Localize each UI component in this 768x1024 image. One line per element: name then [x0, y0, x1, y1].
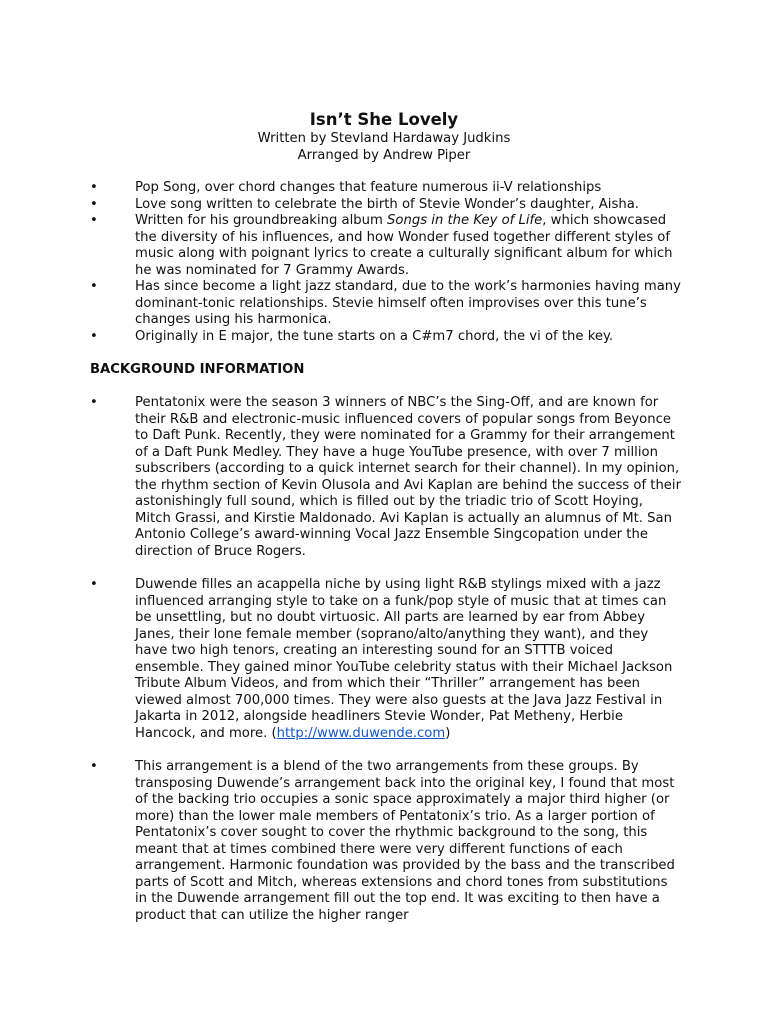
background-paragraph-duwende: [0, 577, 768, 742]
bullet-glyph: •: [90, 180, 98, 195]
intro-bullet-item: [0, 197, 768, 214]
intro-bullet-item: [0, 213, 768, 279]
bullet-glyph: •: [90, 279, 98, 295]
bullet-glyph: •: [90, 196, 98, 212]
bullet-glyph: •: [90, 395, 98, 410]
document-title: Isn’t She Lovely: [309, 110, 459, 129]
bullet-glyph: •: [90, 213, 98, 229]
intro-bullet-text-after: , which showcased the diversity of his influences, and how Wonder fused together different styles of music along with poignant lyrics to create a culturally significant album for which he was nominated for 7 Grammy Awards.: [135, 213, 673, 278]
background-paragraph-arrangement: [0, 759, 768, 924]
bullet-glyph: •: [90, 328, 98, 344]
background-paragraph-pentatonix: [0, 395, 768, 560]
bullet-glyph: •: [90, 759, 98, 774]
intro-bullet-item: [0, 329, 768, 346]
intro-bullet-text: Originally in E major, the tune starts on a C#m7 chord, the vi of the key.: [135, 328, 614, 344]
album-title-italic: Songs in the Key of Life: [387, 213, 543, 229]
intro-bullet-text: Has since become a light jazz standard, due to the work’s harmonies having many dominant-tonic relationships. Stevie himself often improvises over this tune’s changes using his harmonica.: [135, 279, 681, 328]
background-paragraph: [0, 759, 768, 924]
intro-bullet-text: Pop Song, over chord changes that feature numerous ii-V relationships: [135, 180, 602, 195]
intro-bullet-item: [0, 180, 768, 197]
bullet-glyph: •: [90, 577, 98, 592]
written-by-line: Written by Stevland Hardaway Judkins: [257, 131, 511, 146]
background-paragraph: [0, 577, 768, 742]
intro-bullet-text-before: Written for his groundbreaking album: [135, 213, 388, 229]
intro-bullet-text: Love song written to celebrate the birth of Stevie Wonder’s daughter, Aisha.: [135, 196, 639, 212]
paragraph-text: This arrangement is a blend of the two arrangements from these groups. By transposing Duwende’s arrangement back into the original key, I found that most of the backing trio occupies a sonic space approximately a major third higher (or more) than the lower male members of Pentatonix’s trio. As a larger portion of Pentatonix’s cover sought to cover the rhythmic background to the song, this meant that at times combined there were very different functions of each arrangement. Harmonic foundation was provided by the bass and the transcribed parts of Scott and Mitch, whereas extensions and chord tones from substitutions in the Duwende arrangement fill out the top end. It was exciting to then have a product that can utilize the higher ranger: [135, 759, 675, 923]
paragraph-text: Duwende filles an acappella niche by using light R&B stylings mixed with a jazz influenced arranging style to take on a funk/pop style of music that at times can be unsettling, but no doubt virtuosic. All parts are learned by ear from Abbey Janes, their lone female member (soprano/alto/anything they want), and they have two high tenors, creating an interesting sound for an STTTB voiced ensemble. They gained minor YouTube celebrity status with their Michael Jackson Tribute Album Videos, and from which their “Thriller” arrangement has been viewed almost 700,000 times. They were also guests at the Java Jazz Festival in Jakarta in 2012, alongside headliners Stevie Wonder, Pat Metheny, Herbie Hancock, and more. (: [135, 577, 673, 741]
duwende-website-link[interactable]: http://www.duwende.com: [276, 725, 446, 741]
arranged-by-line: Arranged by Andrew Piper: [297, 148, 471, 163]
paragraph-text-after: ): [445, 725, 451, 741]
intro-bullet-item: [0, 279, 768, 329]
intro-bullet-list: [0, 180, 768, 345]
paragraph-text: Pentatonix were the season 3 winners of NBC’s the Sing-Off, and are known for their R&B and electronic-music influenced covers of popular songs from Beyonce to Daft Punk. Recently, they were nominated for a Grammy for their arrangement of a Daft Punk Medley. They have a huge YouTube presence, with over 7 million subscribers (according to a quick internet search for their channel). In my opinion, the rhythm section of Kevin Olusola and Avi Kaplan are behind the success of their astonishingly full sound, which is filled out by the triadic trio of Scott Hoying, Mitch Grassi, and Kirstie Maldonado. Avi Kaplan is actually an alumnus of Mt. San Antonio College’s award-winning Vocal Jazz Ensemble Singcopation under the direction of Bruce Rogers.: [135, 395, 682, 559]
background-paragraph: [0, 395, 768, 560]
background-heading: BACKGROUND INFORMATION: [90, 362, 305, 377]
